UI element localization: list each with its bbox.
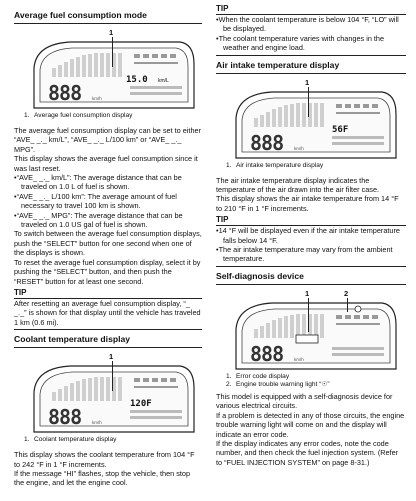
callout-number: 1	[305, 288, 310, 298]
dashboard-illustration	[232, 299, 400, 371]
bullet-item: •14 °F will be displayed even if the air intake temperature falls below 14 °F.	[216, 226, 400, 245]
callout-number: 1	[109, 352, 114, 362]
left-column	[14, 0, 202, 488]
right-column	[216, 0, 406, 467]
screen-unit: km/L	[158, 78, 169, 84]
coolant-figure	[30, 352, 198, 434]
paragraph: If the display indicates any error codes, note the code number, and then check the fuel injection system. (Refer to “FUEL INJECTION SYSTEM” on page 8-31.)	[216, 438, 399, 467]
bullet-item: •“AVE_ _._ L/100 km”: The average amount of fuel necessary to travel 100 km is shown.	[14, 191, 177, 211]
dashboard-illustration	[30, 38, 198, 110]
tip-heading: TIP	[14, 288, 202, 299]
paragraph: This display shows the average fuel consumption since it was last reset.	[14, 154, 198, 173]
screen-value: 56F	[332, 124, 349, 135]
air-intake-figure	[232, 78, 400, 160]
screen-value: 15.0	[126, 75, 148, 85]
section-heading-air-intake: Air intake temperature display	[216, 60, 406, 74]
figure-caption: 1. Error code display 2. Engine trouble warning light “☉”	[226, 372, 330, 388]
callout-number: 2	[344, 288, 349, 298]
figure-caption: 1. Average fuel consumption display	[24, 112, 133, 119]
bullet-item: •The coolant temperature varies with changes in the weather and engine load.	[216, 33, 385, 53]
bullet-item: •“AVE_ _._ km/L”: The average distance that can be traveled on 1.0 L of fuel is shown.	[14, 173, 182, 192]
tip-heading: TIP	[216, 215, 406, 226]
section-heading-coolant: Coolant temperature display	[14, 334, 202, 348]
screen-value: 120F	[130, 399, 152, 410]
bullet-item: •When the coolant temperature is below 104 °F, “LO” will be displayed.	[216, 15, 399, 34]
paragraph: To switch between the average fuel consumption displays, push the “SELECT” button for one second when one of the displays is shown.	[14, 229, 202, 258]
paragraph: This display shows the air intake temperature from 14 °F to 210 °F in 1 °F increments.	[216, 194, 399, 213]
avg-fuel-figure	[30, 28, 198, 110]
self-diagnosis-figure	[232, 289, 400, 371]
callout-number: 1	[109, 28, 114, 37]
engine-warning-icon	[355, 306, 361, 312]
figure-caption: 1. Coolant temperature display	[24, 436, 117, 444]
section-heading-avg-fuel: Average fuel consumption mode	[14, 10, 202, 24]
paragraph: This model is equipped with a self-diagnosis device for various electrical circuits.	[216, 391, 393, 411]
bullet-item: •The air intake temperature may vary from the ambient temperature.	[216, 245, 393, 264]
paragraph: This display shows the coolant temperature from 104 °F to 242 °F in 1 °F increments.	[14, 450, 195, 469]
paragraph: To reset the average fuel consumption display, select it by pushing the “SELECT” button, and then push the “RESET” button for at least one second.	[14, 257, 201, 286]
paragraph: The air intake temperature display indicates the temperature of the air drawn into the air filter case.	[216, 175, 380, 195]
paragraph: The average fuel consumption display can be set to either “AVE_ _._ km/L”, “AVE_ _._ L/100 km” or “AVE_ _._ MPG”.	[14, 126, 201, 154]
paragraph: If a problem is detected in any of those circuits, the engine trouble warning light will come on and the display will indicate an error code.	[216, 410, 405, 439]
dashboard-illustration	[30, 362, 198, 434]
section-heading-self-diagnosis: Self-diagnosis device	[216, 271, 406, 285]
figure-caption: 1. Air intake temperature display	[226, 161, 324, 169]
dashboard-illustration	[232, 88, 400, 160]
bullet-item: •“AVE_ _._ MPG”: The average distance that can be traveled on 1.0 US gal of fuel is shown.	[14, 210, 183, 230]
callout-number: 1	[305, 77, 310, 87]
tip-heading: TIP	[216, 4, 406, 15]
paragraph: If the message “HI” flashes, stop the vehicle, then stop the engine, and let the engine cool.	[14, 468, 191, 488]
tip-text: After resetting an average fuel consumption display, “_ _._” is shown for that display until the vehicle has traveled 1 km (0.6 mi).	[14, 298, 201, 327]
